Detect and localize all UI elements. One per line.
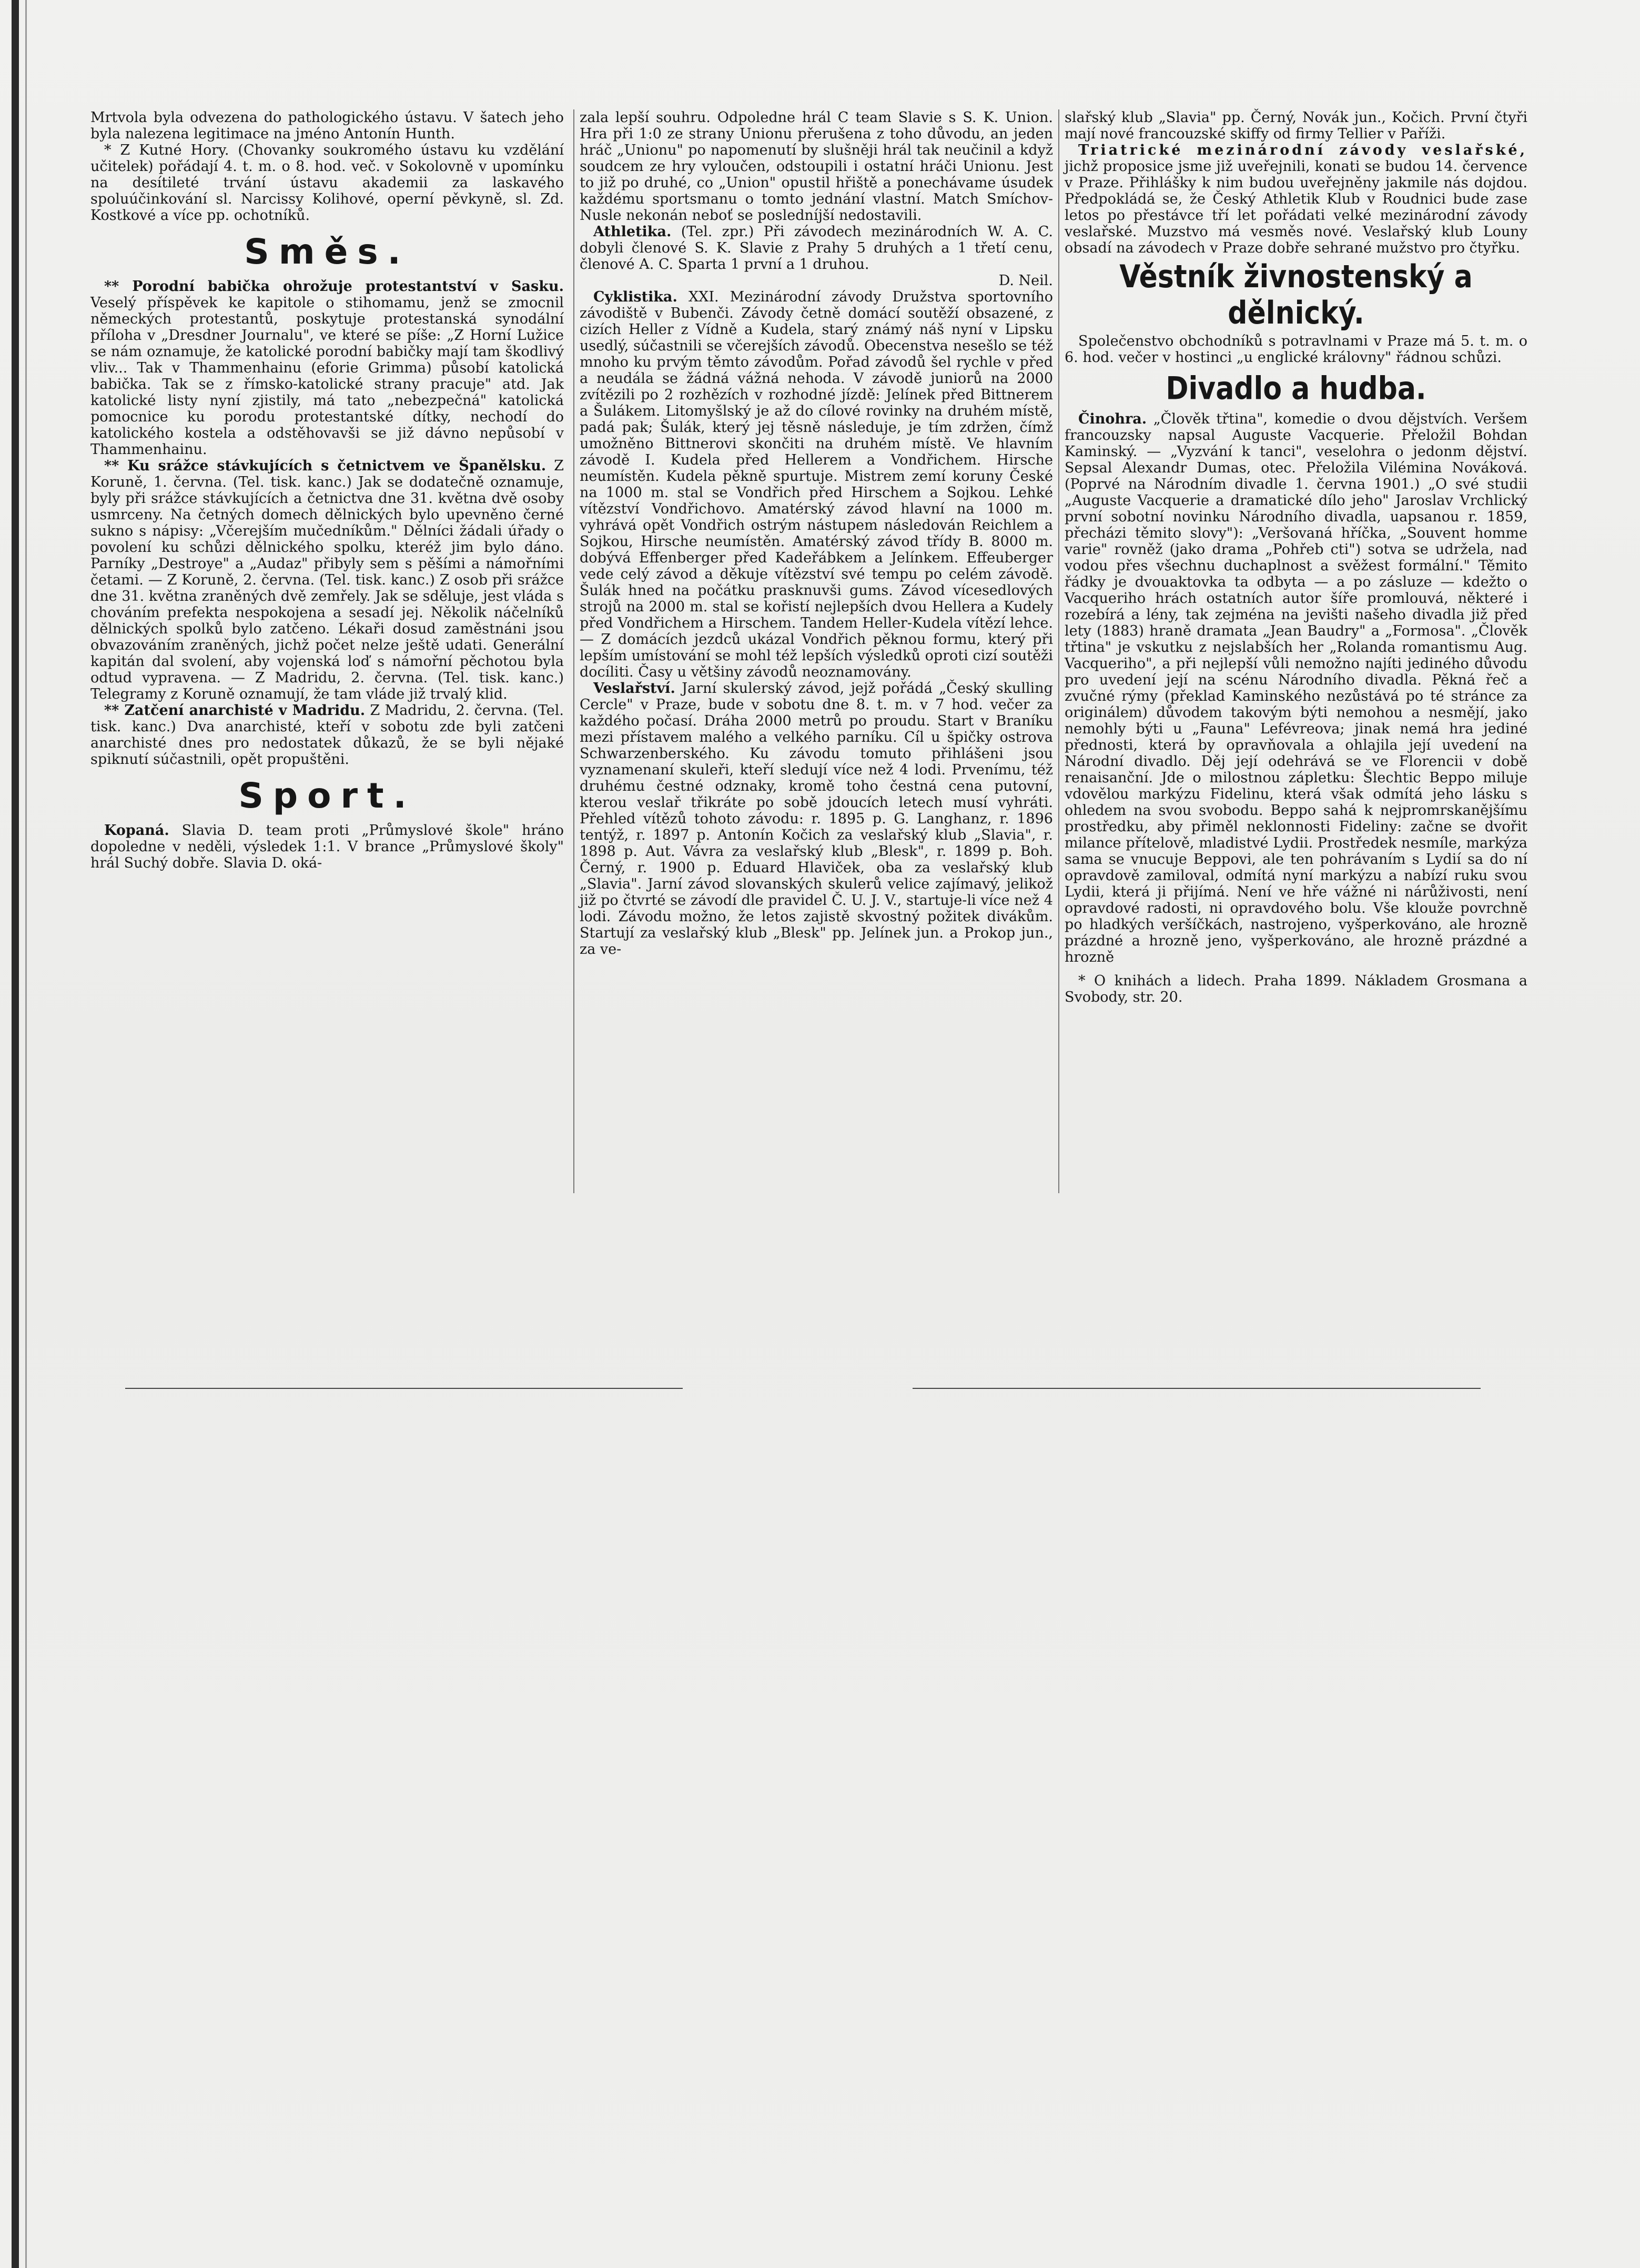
newspaper-column-3 <box>1065 109 1527 1005</box>
article-title: Triatrické mezinárodní závody veslařské, <box>1078 142 1527 158</box>
article-text: „Člověk třtina", komedie o dvou dějstvích. Veršem francouzsky napsal Auguste Vacquerie. Přeložil Bohdan Kaminský. — „Vyzvání k tanci", veselohra o jedonm dějství. Sepsal Alexandr Dumas, otec. Přeložila Vilémina Nováková. (Poprvé na Národním divadle 1. června 1901.) „O své studii „Auguste Vacquerie a dramatické dílo jeho" Jaroslav Vrchlický první sobotní novinku Národního divadla, uapsanou r. 1859, přecházi těmito slovy"): „Veršovaná hříčka, „Souvent homme varie" rovněž (jako drama „Pohřeb cti") sotva se udržela, nad vodou přes všechnu duchaplnost a svěžest formální." Těmito řádky je dvouaktovka ta odbyta — a po zásluze — kdežto o Vacqueriho hrách ostatních autor šíře promlouvá, některé i rozebírá a lény, tak zejména na jevišti našeho divadla již před lety (1883) hraně dramata „Jean Baudry" a „Formosa". „Člověk třtina" je vskutku z nejslabších her „Rolanda romantismu Aug. Vacqueriho", a při nejlepší vůli nemožno najíti jediného důvodu pro uvedení její na scénu Národního divadla. Pěkná řeč a zvučné rýmy (překlad Kaminského nezůstává po té stránce za originálem) důvodem takovým býti nemohou a nesmějí, jako nemohly býti u „Fauna" Lefévreova; jinak nemá hra jediné přednosti, která by opravňovala a ohlajila její uvedení na Národní divadlo. Děj její odehrává se ve Florencii v době renaisanční. Jde o milostnou zápletku: Šlechtic Beppo miluje vdovělou markýzu Fidelinu, která však odmítá jeho lásku s ohledem na svou svobodu. Beppo sahá k nejpromrskanějšímu prostředku, aby přiměl neklonnosti Fideliny: začne se dvořit milance přítelově, mladistvé Lydii. Prostředek nesmíle, markýza sama se vnucuje Beppovi, ale ten pohrávaním s Lydií sa do ní opravdově zamiloval, odmítá nyní markýzu a nabízí ruku svou Lydii, která ji přijímá. Není ve hře vážné ni nárůživosti, není opravdové radosti, ni opravdového bolu. Vše klouže povrchně po hladkých veršíčkách, nastrojeno, vyšperkováno, ale hrozně prázdné a hrozně jeno, vyšperkováno, ale hrozně prázdné a hrozně <box>1065 411 1527 965</box>
section-heading-vestnik: Věstník živnostenský a dělnický. <box>1119 259 1473 331</box>
column-rule <box>573 109 574 1193</box>
section-heading-sport: Sport. <box>238 775 416 816</box>
article-title: ** Porodní babička ohrožuje protestantství v Sasku. <box>104 278 564 295</box>
header-rule-right <box>913 1388 1481 1389</box>
article-text: Z Madridu, 2. června. (Tel. tisk. kanc.) Dva anarchisté, kteří v sobotu zde byli zatčeni anarchisté dnes pro nedostatek důkazů, že se byli nějaké spiknutí súčastnili, opět propuštěni. <box>90 702 564 768</box>
book-page-right <box>913 1402 1481 1413</box>
article-paragraph: * Z Kutné Hory. (Chovanky soukromého ústavu ku vzdělání učitelek) pořádají 4. t. m. o 8. hod. več. v Sokolovně v upomínku na desítileté trvání ústavu akademii za laskavého spoluúčinkování sl. Narcissy Kolihové, operní pěvkyně, sl. Zd. Kostkové a více pp. ochotníků. <box>90 142 564 224</box>
article-title: Veslařství. <box>593 680 675 697</box>
article-text: (Tel. zpr.) Při závodech mezinárodních W. A. C. dobyli členové S. K. Slavie z Prahy 5 druhých a 1 třetí cenu, členové A. C. Sparta 1 první a 1 druhou. <box>580 224 1053 273</box>
binding-edge <box>12 0 19 2268</box>
footnote: * O knihách a lidech. Praha 1899. Nákladem Grosmana a Svobody, str. 20. <box>1065 973 1527 1005</box>
article-paragraph: slařský klub „Slavia" pp. Černý, Novák jun., Kočich. První čtyři mají nové francouzské skiffy od firmy Tellier v Paříži. <box>1065 109 1527 142</box>
article-text: Z Koruně, 1. června. (Tel. tisk. kanc.) Jak se dodatečně oznamuje, byly při srážce stávkujících a četnictva dne 31. května dvě osoby usmrceny. Na četných domech dělnických bylo upevněno černé sukno s nápisy: „Včerejším mučedníkům." Dělníci žádali úřady o povolení ku schůzi dělnického spolku, kteréž jim bylo dáno. Parníky „Destroye" a „Audaz" přibyly sem s pěšími a námořními četami. — Z Koruně, 2. června. (Tel. tisk. kanc.) Z osob při srážce dne 31. května zraněných dvě zemřely. Jak se sděluje, jest vláda s chováním prefekta nespokojena a sesadí jej. Několik náčelníků dělnických spolků bylo zatčeno. Lékaři dosud zaměstnáni jsou obvazováním zraněných, jichž počet nelze ještě udati. Generální kapitán dal svolení, aby vojenská loď s námořní pěchotou byla odtud vypravena. — Z Madridu, 2. června. (Tel. tisk. kanc.) Telegramy z Koruně oznamují, že tam vláde již trvalý klid. <box>90 458 564 702</box>
newspaper-column-2 <box>580 109 1053 957</box>
article-paragraph: Společenstvo obchodníků s potravlnami v Praze má 5. t. m. o 6. hod. večer v hostinci „u englické královny" řádnou schůzi. <box>1065 333 1527 366</box>
article-text: Jarní skulerský závod, jejž pořádá „Český skulling Cercle" v Praze, bude v sobotu dne 8. t. m. v 7 hod. večer za každého počasí. Dráha 2000 metrů po proudu. Start v Braníku mezi přístavem malého a velkého parníku. Cíl u špičky ostrova Schwarzenberského. Ku závodu tomuto přihlášeni jsou vyznamenaní skuleři, kteří sledují více než 4 lodi. Prvenímu, též druhému čestné odznaky, kromě toho čestná cena putovní, kterou veslař třikráte po sobě jdoucích letech musí vyhráti. Přehled vítězů tohoto závodu: r. 1895 p. G. Langhanz, r. 1896 tentýž, r. 1897 p. Antonín Kočich za veslařský klub „Slavia", r. 1898 p. Aut. Vávra za veslařský klub „Blesk", r. 1899 p. Boh. Černý, r. 1900 p. Eduard Hlaviček, oba za veslařský klub „Slavia". Jarní závod slovanských skulerů velice zajímavý, jelikož již po čtvrté se závodí dle pravidel Č. U. J. V., startuje-li více než 4 lodi. Závodu možno, že letos zajistě skvostný požitek divákům. Startují za veslařský klub „Blesk" pp. Jelínek jun. a Prokop jun., za ve- <box>580 680 1053 957</box>
article-text: jichž proposice jsme již uveřejnili, konati se budou 14. července v Praze. Přihlášky k nim budou uveřejněny jakmile nás dojdou. Předpokládá se, že Český Athletik Klub v Roudnici bude zase letos po přestávce tří let pořádati velké mezinárodní závody veslařské. Muzstvo má vesměs nové. Veslařský klub Louny obsadí na závodech v Praze dobře sehrané mužstvo pro čtyřku. <box>1065 158 1527 256</box>
article-paragraph: zala lepší souhru. Odpoledne hrál C team Slavie s S. K. Union. Hra při 1:0 ze strany Unionu přerušena z toho důvodu, an jeden hráč „Unionu" po napomenutí by slušněji hrál tak neučinil a když soudcem ze hry vyloučen, odstoupili i ostatní hráči Unionu. Jest to již po druhé, co „Union" opustil hřiště a ponechávame úsudek každému sportsmanu o tomto jednání vlastní. Match Smíchov-Nusle nekonán neboť se posledníjší nedostavili. <box>580 109 1053 224</box>
header-rule-left <box>125 1388 683 1389</box>
article-title: Činohra. <box>1078 411 1147 427</box>
article-title: ** Ku srážce stávkujících s četnictvem ve Španělsku. <box>104 458 546 474</box>
article-text: Veselý příspěvek ke kapitole o stihomamu, jenž se zmocnil německých protestantů, poskytuje protestanská synodální příloha v „Dresdner Journalu", ve které se píše: „Z Horní Lužice se nám oznamuje, že katolické porodní babičky mají tam škodlivý vliv... Tak v Thammenhainu (eforie Grimma) působí katolická babička. Tak se z římsko-katolické strany pracuje" atd. Jak katolické listy nyní zjistily, má tato „nebezpečná" katolická pomocnice ku porodu protestantské dítky, nechodí do katolického kostela a odstěhovavši se již dávno nepůsobí v Thammenhainu. <box>90 295 564 458</box>
article-text: XXI. Mezinárodní závody Družstva sportovního závodiště v Bubenči. Závody četně domácí soutěží obsazené, z cizích Heller z Vídně a Kudela, starý známý náš nyní v Lipsku usedlý, súčastnili se včerejších závodů. Obecenstva nesešlo se též mnoho ku prvým těmto závodům. Pořad závodů šel rychle v před a neudála se žádná vážná nehoda. V závodě juniorů na 2000 zvítězili po 2 rozhězích v rozhodné jízdě: Jelínek před Bittnerem a Šulákem. Litomyšlský je až do cílové rovinky na druhém místě, padá pak; Šulák, který jej těsně následuje, je tím zdržen, čímž umožněno Bittnerovi skončiti na druhém místě. Ve hlavním závodě I. Kudela před Hellerem a Vondřichem. Hirsche neumístěn. Kudela pěkně spurtuje. Mistrem zemí koruny České na 1000 m. stal se Vondřich před Hirschem a Sojkou. Lehké vítězství Vondřichovo. Amatérský závod hlavní na 1000 m. vyhrává opět Vondřich ostrým nástupem následován Reichlem a Sojkou, Hirsche neumístěn. Amatérský závod třídy B. 8000 m. dobývá Effenberger před Kadeřábkem a Jelínkem. Effeuberger vede celý závod a děkuje vítězství své tempu po celém závodě. Šulák hned na počátku prasknuvši gums. Závod vícesedlových strojů na 2000 m. stal se kořistí nejlepších dvou Hellera a Kudely před Vondřichem a Hirschem. Tandem Heller-Kudela vítězí lehce. — Z domácích jezdců ukázal Vondřich pěknou formu, který při lepším umístování se mohl též lepších výsledků oproti cizí soutěži docíliti. Časy u většiny závodů neoznamovány. <box>580 289 1053 680</box>
article-title: ** Zatčení anarchisté v Madridu. <box>104 702 366 719</box>
section-heading-divadlo: Divadlo a hudba. <box>1166 370 1426 407</box>
binding-edge-line <box>25 0 27 2268</box>
article-title: Athletika. <box>593 224 672 240</box>
column-rule <box>1058 109 1059 1193</box>
article-title: Cyklistika. <box>593 289 677 305</box>
section-heading-smes: Směs. <box>244 231 410 272</box>
newspaper-column-1 <box>90 109 564 871</box>
author-signature: D. Neil. <box>998 273 1053 289</box>
article-title: Kopaná. <box>104 822 169 839</box>
article-paragraph: Mrtvola byla odvezena do pathologického ústavu. V šatech jeho byla nalezena legitimace na jméno Antonín Hunth. <box>90 109 564 142</box>
article-text: Slavia D. team proti „Průmyslové škole" hráno dopoledne v neděli, výsledek 1:1. V brance „Průmyslové školy" hrál Suchý dobře. Slavia D. oká- <box>90 822 564 871</box>
